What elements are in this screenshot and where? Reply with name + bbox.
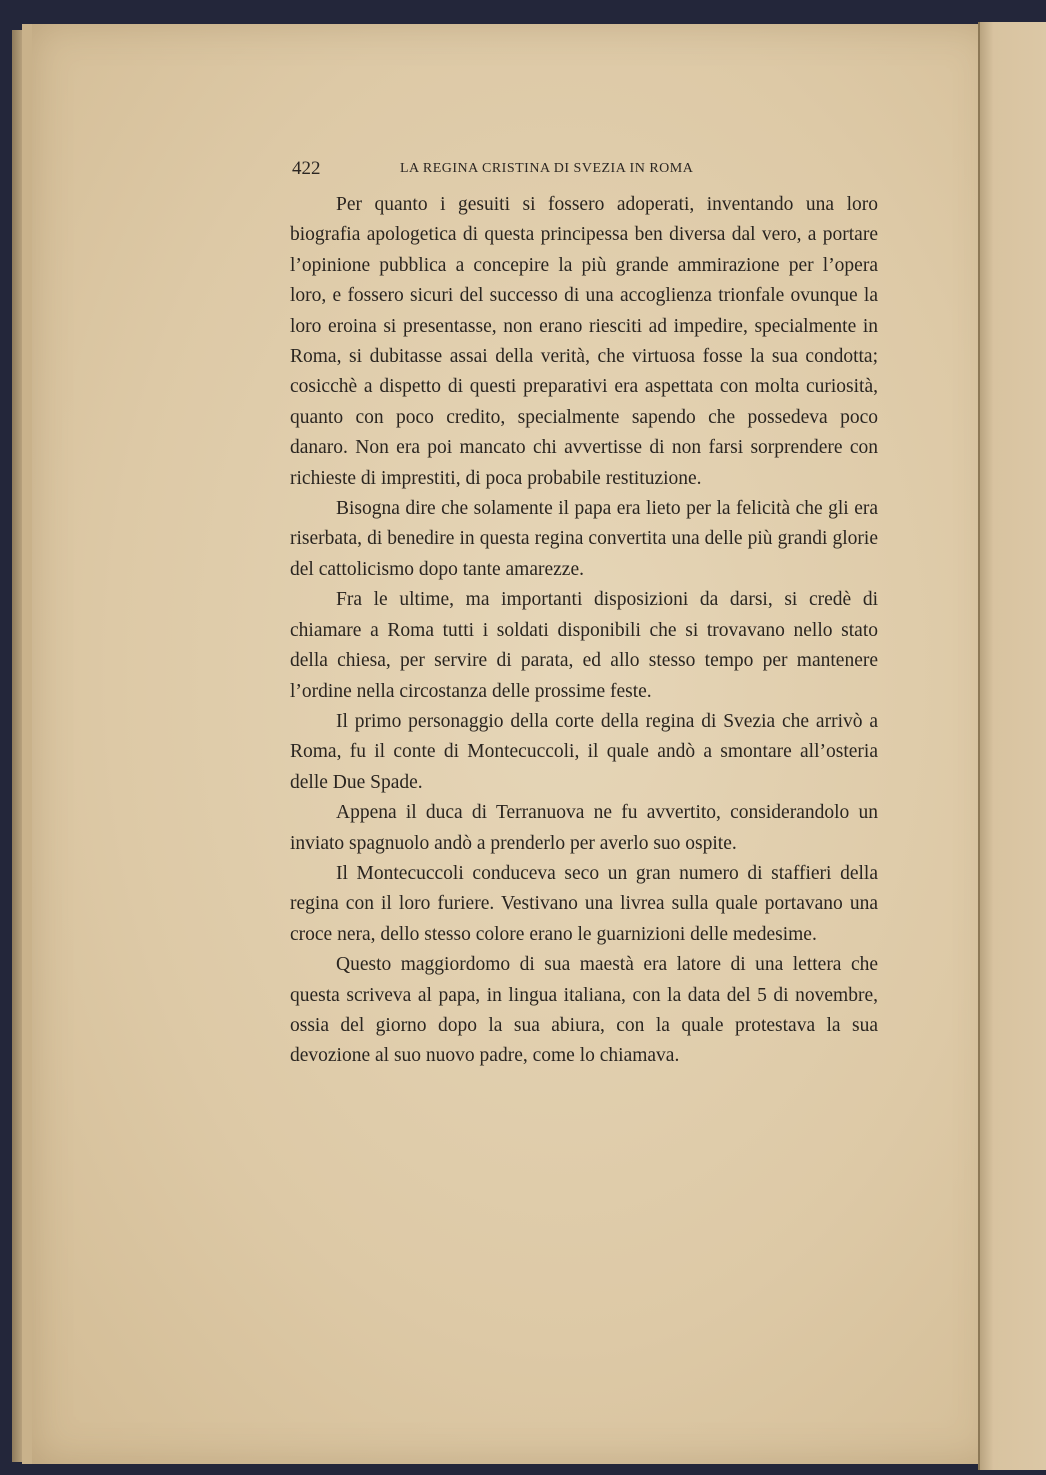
page-number: 422 xyxy=(292,158,321,179)
paragraph: Appena il duca di Terranuova ne fu avvertito, considerandolo un inviato spagnuolo andò a prenderlo per averlo suo ospite. xyxy=(290,802,878,854)
paragraph: Per quanto i gesuiti si fossero adoperati, inventando una loro biografia apologetica di questa principessa ben diversa dal vero, a portare l’opinione pubblica a concepire la più grande ammirazione per l’opera loro, e fossero sicuri del successo di una accoglienza trionfale ovunque la loro eroina si presentasse, non erano riesciti ad impedire, specialmente in Roma, si dubitasse assai della verità, che virtuosa fosse la sua condotta; cosicchè a dispetto di questi preparativi era aspettata con molta curiosità, quanto con poco credito, specialmente sapendo che possedeva poco danaro. Non era poi mancato chi avvertisse di non farsi sorprendere con richieste di imprestiti, di poca probabile restituzione. xyxy=(290,194,878,489)
paragraph: Bisogna dire che solamente il papa era lieto per la felicità che gli era riserbata, di benedire in questa regina convertita una delle più grandi glorie del cattolicismo dopo tante amarezze. xyxy=(290,498,878,580)
body-text xyxy=(290,190,878,1072)
running-title: LA REGINA CRISTINA DI SVEZIA IN ROMA xyxy=(400,161,694,176)
facing-page-edge xyxy=(978,22,1046,1470)
paragraph: Questo maggiordomo di sua maestà era latore di una lettera che questa scriveva al papa, in lingua italiana, con la data del 5 di novembre, ossia del giorno dopo la sua abiura, con la quale protestava la sua devozione al suo nuovo padre, come lo chiamava. xyxy=(290,954,878,1067)
paragraph: Fra le ultime, ma importanti disposizioni da darsi, si credè di chiamare a Roma tutti i soldati disponibili che si trovavano nello stato della chiesa, per servire di parata, ed allo stesso tempo per mantenere l’ordine nella circostanza delle prossime feste. xyxy=(290,589,878,702)
paragraph: Il primo personaggio della corte della regina di Svezia che arrivò a Roma, fu il conte di Montecuccoli, il quale andò a smontare all’osteria delle Due Spade. xyxy=(290,710,878,793)
page-header xyxy=(292,158,752,184)
paragraph: Il Montecuccoli conduceva seco un gran numero di staffieri della regina con il loro furiere. Vestivano una livrea sulla quale portavano una croce nera, dello stesso colore erano le guarnizioni delle medesime. xyxy=(290,862,878,945)
